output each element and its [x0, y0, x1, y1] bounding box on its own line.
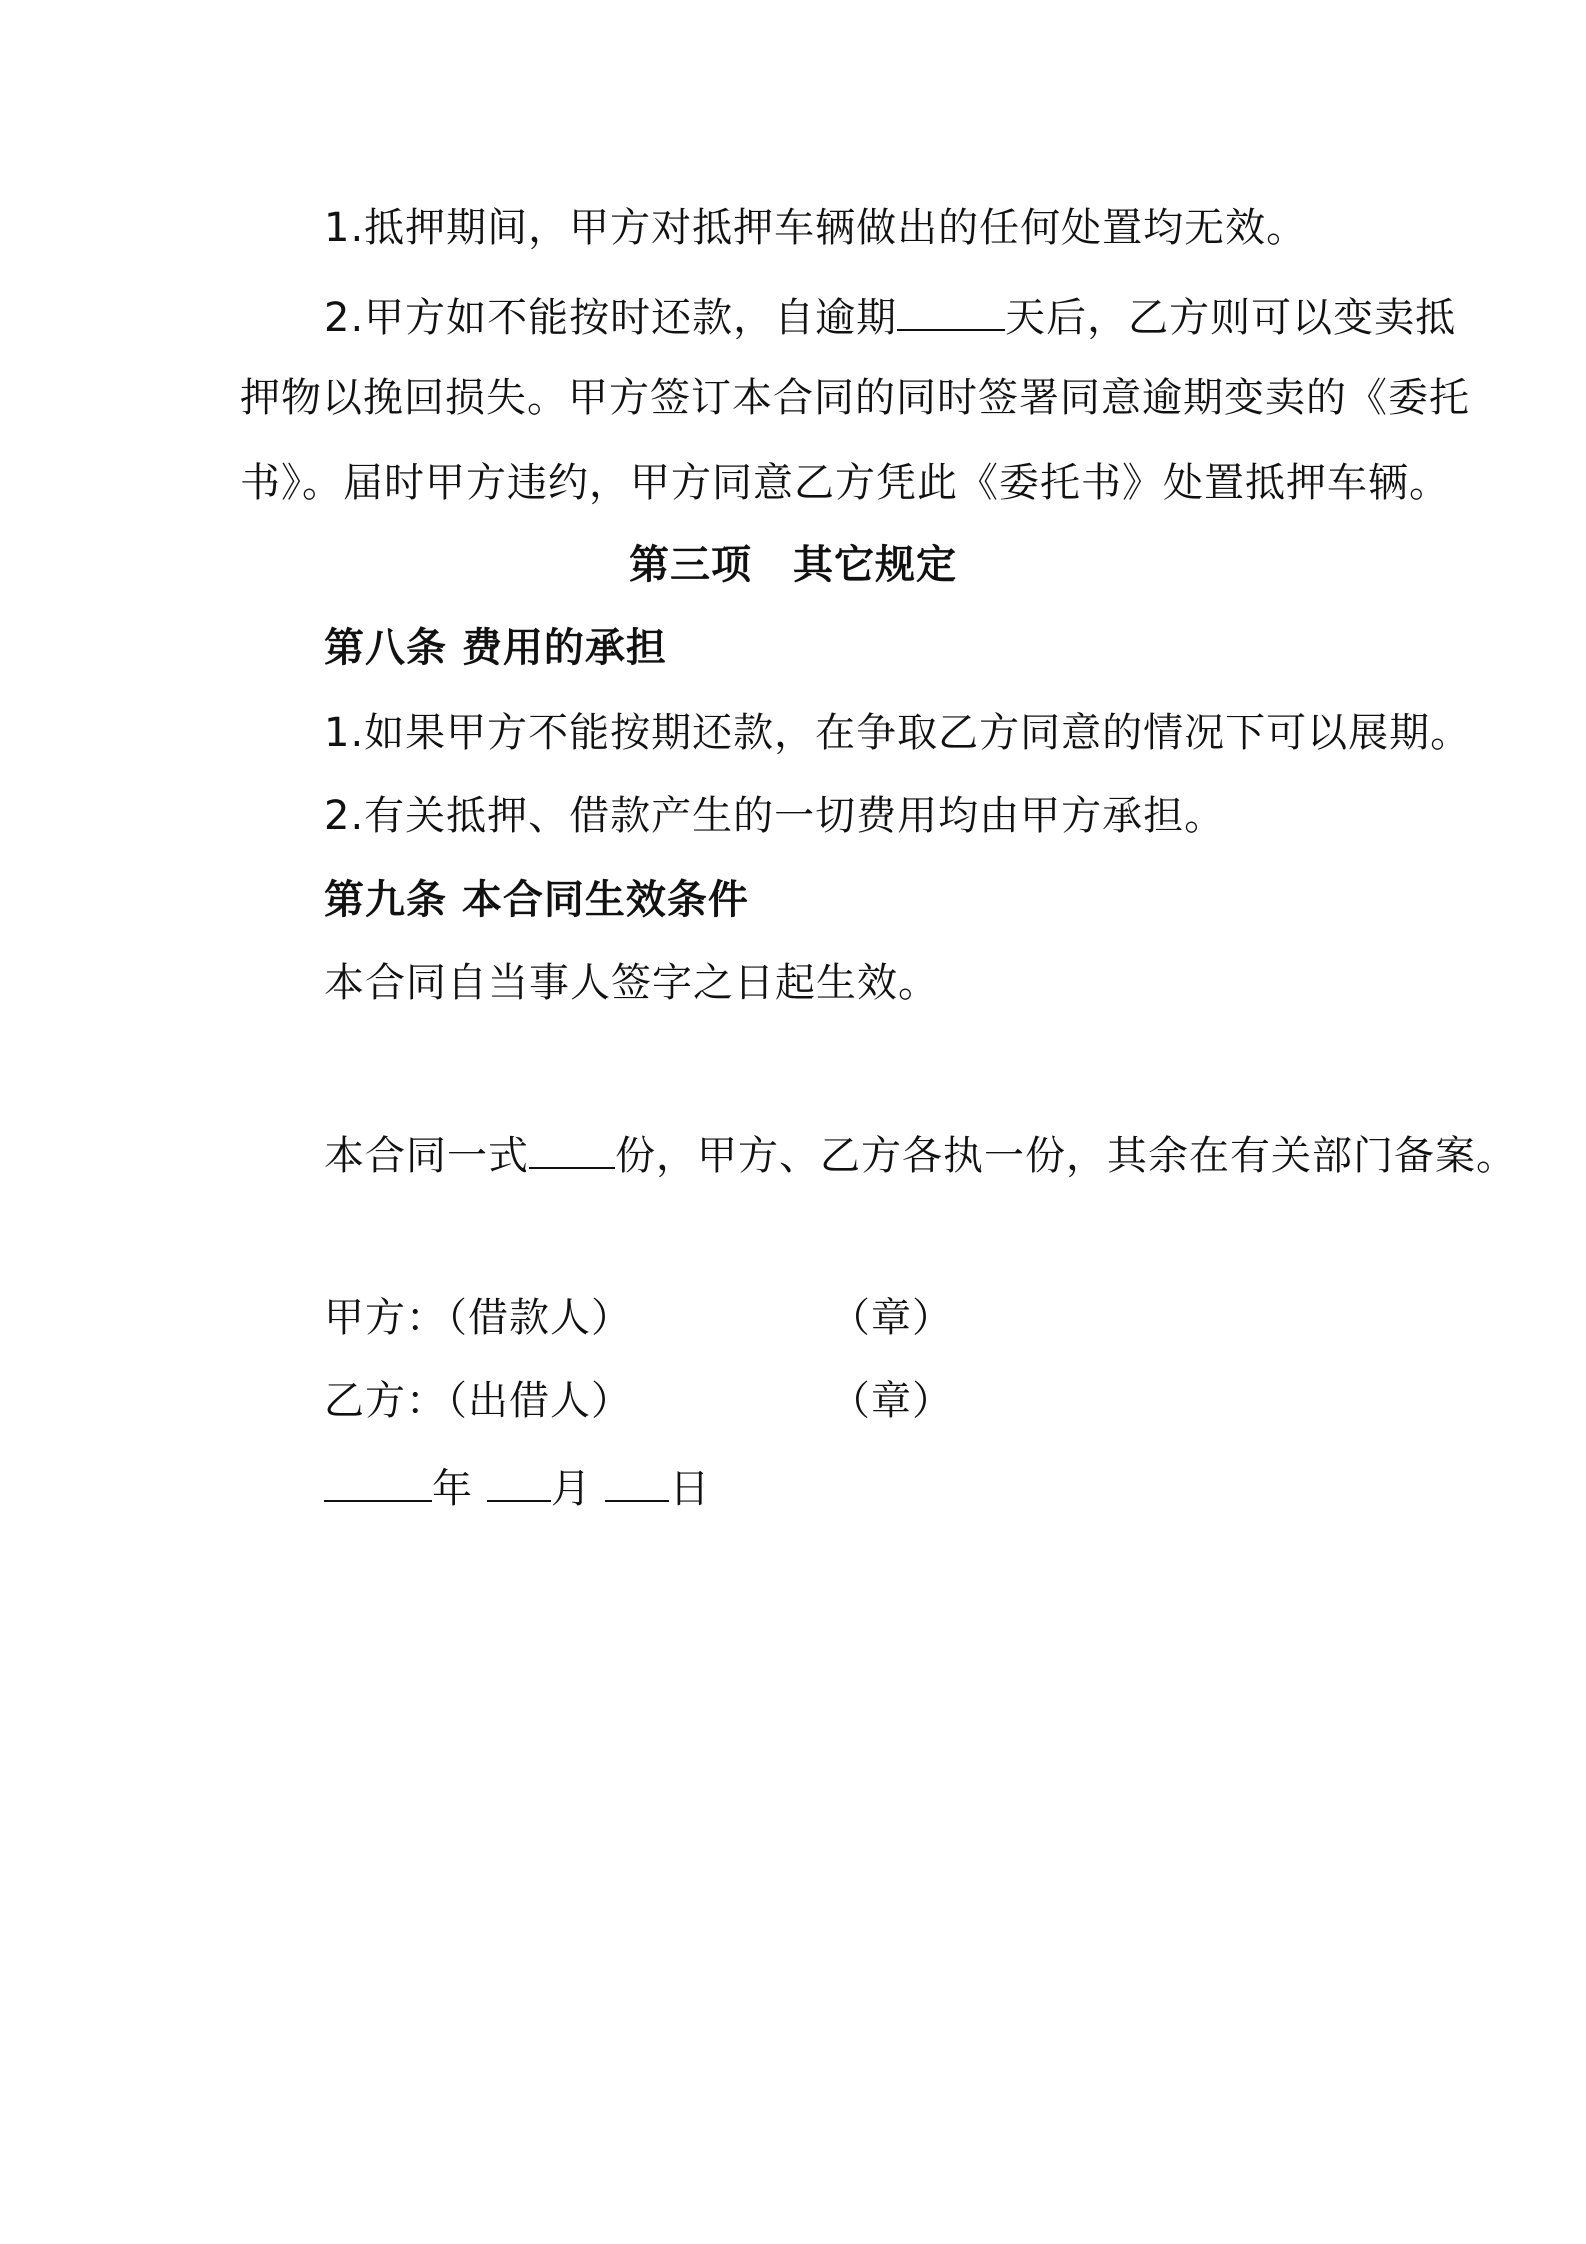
copies-text-a: 本合同一式 — [324, 1133, 529, 1179]
section3-title: 第三项 其它规定 — [629, 542, 957, 588]
clause7-item2-line2: 押物以挽回损失。甲方签订本合同的同时签署同意逾期变卖的《委托 — [240, 375, 1470, 421]
clause7-item2-line3: 书》。届时甲方违约，甲方同意乙方凭此《委托书》处置抵押车辆。 — [240, 460, 1450, 506]
clause9-heading: 第九条 本合同生效条件 — [324, 877, 749, 923]
copies-line — [324, 1123, 1517, 1179]
month-label: 月 — [550, 1466, 592, 1512]
clause8-item2: 2.有关抵押、借款产生的一切费用均由甲方承担。 — [324, 793, 1226, 839]
party-a-seal: （章） — [830, 1295, 953, 1341]
month-blank[interactable] — [487, 1456, 551, 1502]
party-b-seal: （章） — [830, 1378, 953, 1424]
copies-text-b: 份，甲方、乙方各执一份，其余在有关部门备案。 — [615, 1133, 1517, 1179]
clause8-item1: 1.如果甲方不能按期还款，在争取乙方同意的情况下可以展期。 — [324, 710, 1472, 756]
party-b-label: 乙方：（出借人） — [324, 1378, 632, 1424]
clause7-item2-text-a: 2.甲方如不能按时还款，自逾期 — [324, 295, 898, 341]
party-a-label: 甲方：（借款人） — [324, 1295, 632, 1341]
day-blank[interactable] — [605, 1456, 669, 1502]
date-line — [324, 1456, 710, 1512]
clause7-item2-line1 — [324, 285, 1456, 341]
year-blank[interactable] — [324, 1456, 432, 1502]
copies-count-blank[interactable] — [529, 1123, 615, 1169]
clause7-item1: 1.抵押期间，甲方对抵押车辆做出的任何处置均无效。 — [324, 205, 1308, 251]
overdue-days-blank[interactable] — [897, 285, 1005, 331]
day-label: 日 — [669, 1466, 711, 1512]
clause7-item2-text-b: 天后，乙方则可以变卖抵 — [1005, 295, 1457, 341]
clause9-text: 本合同自当事人签字之日起生效。 — [324, 960, 939, 1006]
year-label: 年 — [432, 1466, 473, 1512]
clause8-heading: 第八条 费用的承担 — [324, 625, 667, 671]
